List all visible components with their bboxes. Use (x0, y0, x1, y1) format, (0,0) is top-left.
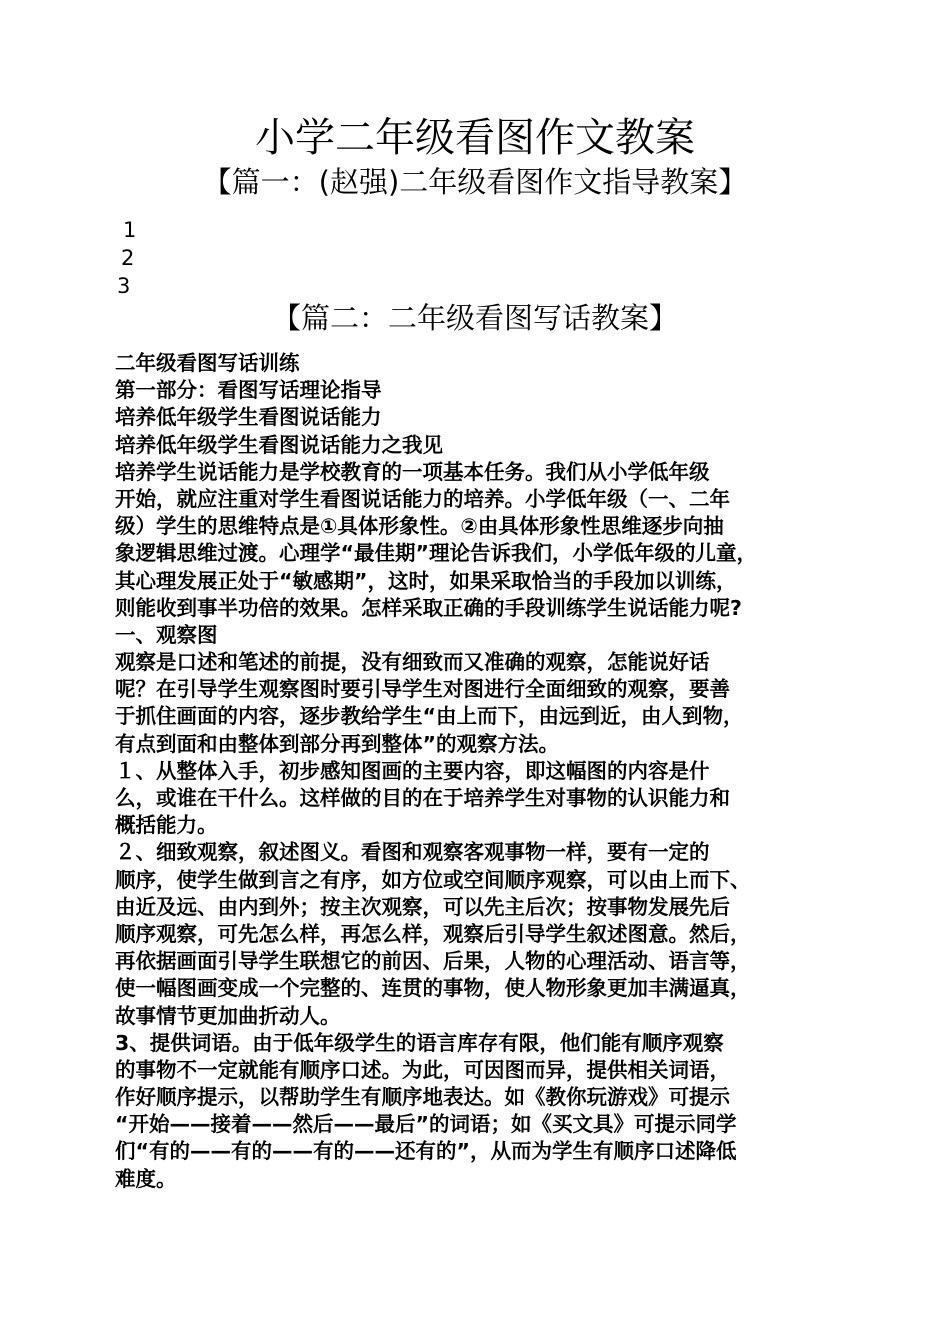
text-line: 观察是口述和笔述的前提，没有细致而又准确的观察，怎能说好话 (115, 650, 710, 675)
text-line: 象逻辑思维过渡。心理学“最佳期”理论告诉我们，小学低年级的儿童， (115, 541, 757, 566)
list-number-2: 2 (121, 246, 135, 270)
text-line: 故事情节更加曲折动人。 (115, 1003, 341, 1028)
section-one-heading: 【篇一：(赵强)二年级看图作文指导教案】 (202, 165, 748, 199)
text-line: 第一部分：看图写话理论指导 (115, 378, 382, 403)
text-line: 一、观察图 (115, 622, 218, 647)
text-line: 呢？在引导学生观察图时要引导学生对图进行全面细致的观察，要善 (115, 677, 730, 702)
text-line: 培养学生说话能力是学校教育的一项基本任务。我们从小学低年级 (115, 459, 710, 484)
text-line: 开始，就应注重对学生看图说话能力的培养。小学低年级（一、二年 (115, 486, 730, 511)
list-number-3: 3 (117, 274, 131, 298)
text-line: 难度。 (115, 1166, 177, 1191)
text-line: 二年级看图写话训练 (115, 351, 300, 375)
text-line: 顺序，使学生做到言之有序，如方位或空间顺序观察，可以由上而下、 (115, 867, 751, 892)
text-line: 的事物不一定就能有顺序口述。为此，可因图而异，提供相关词语， (115, 1057, 730, 1082)
text-line: 作好顺序提示，以帮助学生有顺序地表达。如《教你玩游戏》可提示 (115, 1085, 730, 1110)
text-line: １、从整体入手，初步感知图画的主要内容，即这幅图的内容是什 (115, 758, 710, 783)
text-line: 3、提供词语。由于低年级学生的语言库存有限，他们能有顺序观察 (115, 1030, 724, 1055)
text-line: 培养低年级学生看图说话能力之我见 (115, 432, 443, 457)
text-line: 们“有的——有的——有的——还有的”，从而为学生有顺序口述降低 (115, 1139, 737, 1164)
text-line: 级）学生的思维特点是①具体形象性。②由具体形象性思维逐步向抽 (115, 514, 724, 539)
text-line: 由近及远、由内到外；按主次观察，可以先主后次；按事物发展先后 (115, 894, 730, 919)
text-line: 有点到面和由整体到部分再到整体”的观察方法。 (115, 731, 559, 756)
text-line: 再依据画面引导学生联想它的前因、后果，人物的心理活动、语言等， (115, 949, 751, 974)
text-line: ２、细致观察，叙述图义。看图和观察客观事物一样，要有一定的 (115, 840, 710, 865)
text-line: 使一幅图画变成一个完整的、连贯的事物，使人物形象更加丰满逼真， (115, 976, 751, 1001)
text-line: 培养低年级学生看图说话能力 (115, 405, 382, 430)
text-line: 于抓住画面的内容，逐步教给学生“由上而下，由远到近，由人到物， (115, 704, 744, 729)
text-line: 顺序观察，可先怎么样，再怎么样，观察后引导学生叙述图意。然后， (115, 921, 751, 946)
list-number-1: 1 (123, 218, 137, 242)
section-two-heading: 【篇二：二年级看图写话教案】 (271, 301, 678, 335)
text-line: 其心理发展正处于“敏感期”，这时，如果采取恰当的手段加以训练， (115, 568, 737, 593)
text-line: 概括能力。 (115, 813, 218, 838)
page-title: 小学二年级看图作文教案 (255, 115, 695, 161)
text-line: 则能收到事半功倍的效果。怎样采取正确的手段训练学生说话能力呢? (115, 595, 742, 620)
text-line: 么，或谁在干什么。这样做的目的在于培养学生对事物的认识能力和 (115, 786, 730, 810)
body-text (115, 350, 855, 1193)
text-line: “开始——接着——然后——最后”的词语；如《买文具》可提示同学 (115, 1112, 737, 1137)
